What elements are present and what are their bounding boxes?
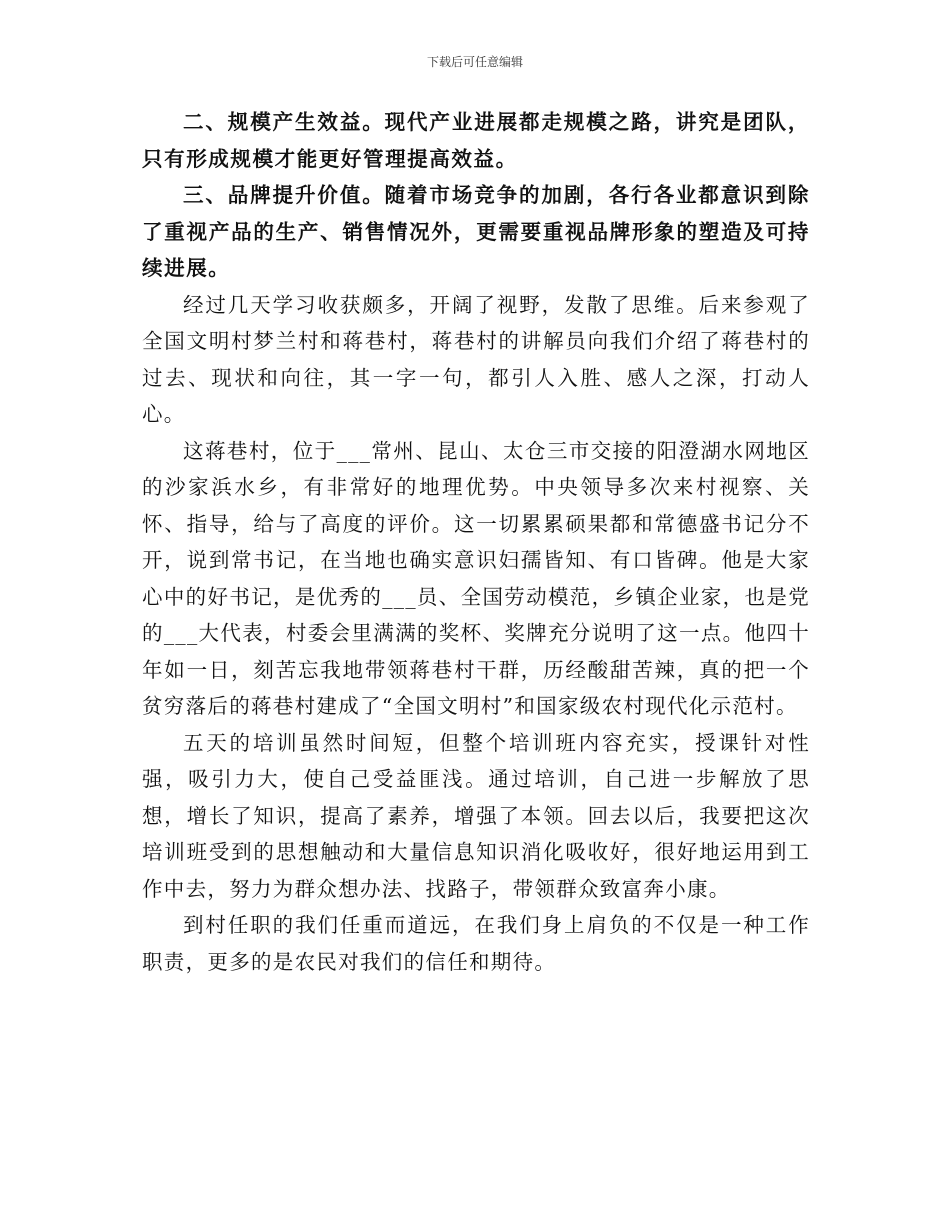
page-header-note: 下载后可任意编辑 <box>426 55 523 69</box>
paragraph-conclusion: 到村任职的我们任重而道远，在我们身上肩负的不仅是一种工作职责，更多的是农民对我们的信任和期待。 <box>142 913 810 974</box>
paragraph-training-gains: 五天的培训虽然时间短，但整个培训班内容充实，授课针对性强，吸引力大，使自己受益匪浅。通过培训，自己进一步解放了思想，增长了知识，提高了素养，增强了本领。回去以后，我要把这次培训班受到的思想触动和大量信息知识消化吸收好，很好地运用到工作中去，努力为群众想办法、找路子，带领群众致富奔小康。 <box>142 730 810 901</box>
paragraph-scale-benefit: 二、规模产生效益。现代产业进展都走规模之路，讲究是团队，只有形成规模才能更好管理提高效益。 <box>142 110 810 171</box>
paragraph-brand-value: 三、品牌提升价值。随着市场竞争的加剧，各行各业都意识到除了重视产品的生产、销售情况外，更需要重视品牌形象的塑造及可持续进展。 <box>142 183 810 280</box>
paragraph-study-visit: 经过几天学习收获颇多，开阔了视野，发散了思维。后来参观了全国文明村梦兰村和蒋巷村，蒋巷村的讲解员向我们介绍了蒋巷村的过去、现状和向往，其一字一句，都引人入胜、感人之深，打动人心。 <box>142 292 810 426</box>
document-body <box>142 104 810 980</box>
paragraph-jiangxiang-village: 这蒋巷村，位于___常州、昆山、太仓三市交接的阳澄湖水网地区的沙家浜水乡，有非常好的地理优势。中央领导多次来村视察、关怀、指导，给与了高度的评价。这一切累累硕果都和常德盛书记分不开，说到常书记，在当地也确实意识妇孺皆知、有口皆碑。他是大家心中的好书记，是优秀的___员、全国劳动模范，乡镇企业家，也是党的___大代表，村委会里满满的奖杯、奖牌充分说明了这一点。他四十年如一日，刻苦忘我地带领蒋巷村干群，历经酸甜苦辣，真的把一个贫穷落后的蒋巷村建成了“全国文明村”和国家级农村现代化示范村。 <box>142 438 810 718</box>
